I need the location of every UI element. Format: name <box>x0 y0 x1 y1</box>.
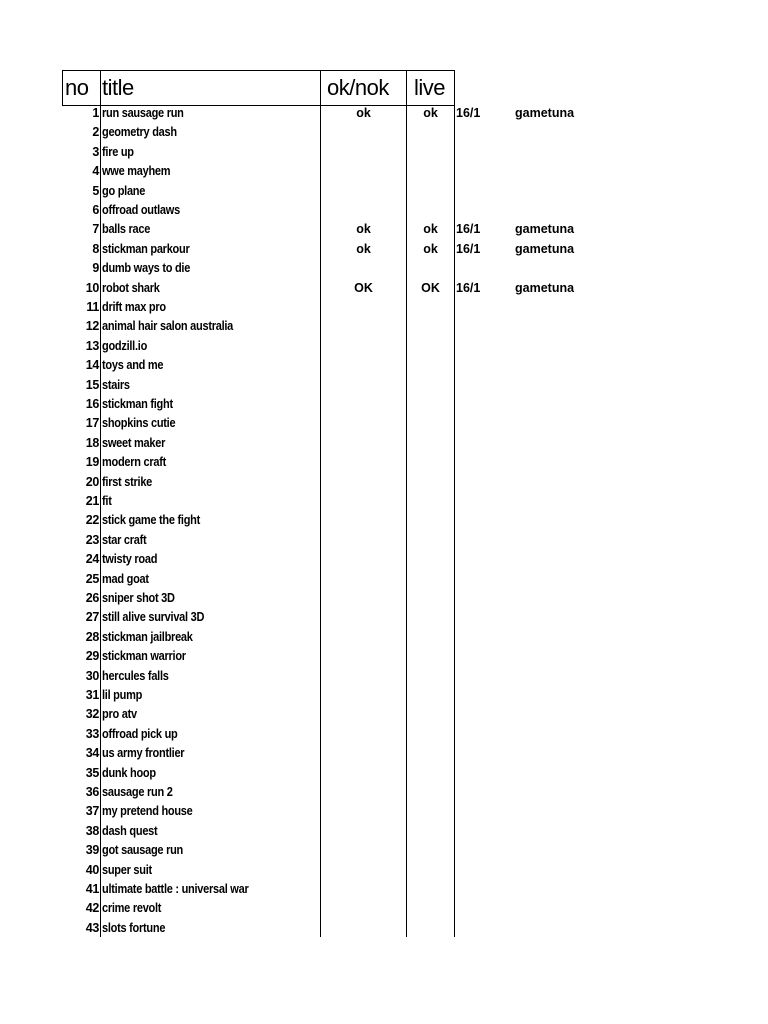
row-number: 16 <box>85 397 99 411</box>
header-live: live <box>414 75 446 100</box>
game-title: first strike <box>102 474 153 489</box>
table-row[interactable] <box>62 899 662 918</box>
date-cell: 16/1 <box>456 222 481 237</box>
row-number: 10 <box>85 280 99 295</box>
game-title: lil pump <box>102 688 143 702</box>
table-row[interactable] <box>62 473 662 492</box>
game-title: star craft <box>102 532 147 547</box>
row-number: 33 <box>85 726 99 741</box>
row-number: 8 <box>92 241 99 256</box>
row-number: 15 <box>85 377 99 392</box>
table-row[interactable] <box>62 550 662 569</box>
game-title: twisty road <box>102 552 158 567</box>
row-number: 42 <box>85 901 99 916</box>
game-title: stairs <box>102 377 130 392</box>
row-number: 12 <box>85 319 99 334</box>
table-row[interactable] <box>62 317 662 336</box>
table-row[interactable] <box>62 880 662 899</box>
row-number: 22 <box>85 513 99 528</box>
row-number: 4 <box>92 164 99 179</box>
table-row[interactable] <box>62 298 662 317</box>
row-number: 38 <box>85 823 99 838</box>
row-number: 29 <box>85 649 99 664</box>
header-no: no <box>65 75 89 100</box>
row-number: 41 <box>85 882 99 896</box>
game-title: fire up <box>102 144 134 159</box>
game-title: crime revolt <box>102 901 162 916</box>
table-row[interactable] <box>62 123 662 142</box>
game-title: my pretend house <box>102 804 193 819</box>
game-title: sausage run 2 <box>102 785 173 799</box>
game-title: pro atv <box>102 707 137 722</box>
game-title: go plane <box>102 183 146 198</box>
table-row[interactable] <box>62 570 662 589</box>
game-title: offroad outlaws <box>102 203 180 217</box>
date-cell: 16/1 <box>456 280 481 295</box>
table-row[interactable] <box>62 201 662 220</box>
row-number: 18 <box>85 435 99 450</box>
row-number: 7 <box>92 222 99 237</box>
live-status: ok <box>423 241 438 256</box>
live-status: ok <box>423 222 438 237</box>
publisher-cell: gametuna <box>515 106 575 120</box>
row-number: 13 <box>85 338 99 353</box>
game-title: sweet maker <box>102 435 166 450</box>
game-title: dunk hoop <box>102 765 156 780</box>
game-title: stickman fight <box>102 397 173 411</box>
live-status: OK <box>421 280 440 295</box>
table-row[interactable] <box>62 240 662 259</box>
table-row[interactable] <box>62 783 662 802</box>
row-number: 17 <box>85 416 99 431</box>
table-row[interactable] <box>62 822 662 841</box>
table-row[interactable] <box>62 686 662 705</box>
table-row[interactable] <box>62 104 662 123</box>
grid-line-left <box>62 70 63 105</box>
table-row[interactable] <box>62 143 662 162</box>
table-row[interactable] <box>62 919 662 938</box>
table-row[interactable] <box>62 511 662 530</box>
table-row[interactable] <box>62 861 662 880</box>
game-title: run sausage run <box>102 106 184 120</box>
row-number: 2 <box>92 125 99 140</box>
game-title: godzill.io <box>102 338 148 353</box>
table-row[interactable] <box>62 608 662 627</box>
game-title: drift max pro <box>102 300 166 314</box>
row-number: 14 <box>85 358 99 373</box>
game-title: slots fortune <box>102 920 166 935</box>
row-number: 20 <box>85 474 99 489</box>
table-row[interactable] <box>62 337 662 356</box>
table-row[interactable] <box>62 841 662 860</box>
ok-status: OK <box>354 280 373 295</box>
table-row[interactable] <box>62 259 662 278</box>
game-title: us army frontlier <box>102 746 185 761</box>
table-row[interactable] <box>62 725 662 744</box>
ok-status: ok <box>356 241 371 256</box>
row-number: 25 <box>85 571 99 586</box>
table-row[interactable] <box>62 802 662 821</box>
table-row[interactable] <box>62 453 662 472</box>
game-title: fit <box>102 494 112 508</box>
table-row[interactable] <box>62 162 662 181</box>
row-number: 39 <box>85 843 99 858</box>
table-row[interactable] <box>62 279 662 298</box>
row-number: 34 <box>85 746 99 761</box>
game-title: offroad pick up <box>102 726 178 741</box>
table-row[interactable] <box>62 667 662 686</box>
publisher-cell: gametuna <box>515 222 575 237</box>
table-row[interactable] <box>62 589 662 608</box>
row-number: 27 <box>85 610 99 625</box>
game-title: dumb ways to die <box>102 261 191 276</box>
game-title: shopkins cutie <box>102 416 176 431</box>
game-title: balls race <box>102 222 151 237</box>
game-title: hercules falls <box>102 668 169 683</box>
game-title: ultimate battle : universal war <box>102 882 249 896</box>
row-number: 30 <box>85 668 99 683</box>
row-number: 32 <box>85 707 99 722</box>
game-title: got sausage run <box>102 843 184 858</box>
row-number: 26 <box>85 591 99 605</box>
game-title: dash quest <box>102 823 158 838</box>
game-title: stickman parkour <box>102 241 190 256</box>
row-number: 9 <box>92 261 99 276</box>
row-number: 11 <box>86 300 99 314</box>
publisher-cell: gametuna <box>515 280 575 295</box>
game-title: stickman jailbreak <box>102 629 193 644</box>
table-row[interactable] <box>62 628 662 647</box>
table-row[interactable] <box>62 531 662 550</box>
game-title: super suit <box>102 862 152 877</box>
game-title: still alive survival 3D <box>102 610 205 625</box>
table-row[interactable] <box>62 182 662 201</box>
header-row <box>62 70 455 106</box>
row-number: 28 <box>85 629 99 644</box>
row-number: 40 <box>85 862 99 877</box>
table-row[interactable] <box>62 414 662 433</box>
game-title: modern craft <box>102 455 167 470</box>
table-row[interactable] <box>62 705 662 724</box>
table-row[interactable] <box>62 395 662 414</box>
game-title: stickman warrior <box>102 649 186 664</box>
table-row[interactable] <box>62 220 662 239</box>
game-title: mad goat <box>102 571 149 586</box>
row-number: 36 <box>85 785 99 799</box>
live-status: ok <box>423 106 438 120</box>
game-title: geometry dash <box>102 125 177 140</box>
table-row[interactable] <box>62 764 662 783</box>
header-ok-nok: ok/nok <box>327 75 389 100</box>
table-row[interactable] <box>62 376 662 395</box>
row-number: 35 <box>85 765 99 780</box>
row-number: 1 <box>92 106 99 120</box>
row-number: 19 <box>85 455 99 470</box>
row-number: 3 <box>92 144 99 159</box>
row-number: 6 <box>92 203 99 217</box>
row-number: 43 <box>85 920 99 935</box>
game-title: wwe mayhem <box>102 164 171 179</box>
game-title: sniper shot 3D <box>102 591 175 605</box>
row-number: 23 <box>85 532 99 547</box>
game-title: toys and me <box>102 358 164 373</box>
ok-status: ok <box>356 106 371 120</box>
table-row[interactable] <box>62 434 662 453</box>
ok-status: ok <box>356 222 371 237</box>
row-number: 24 <box>85 552 99 567</box>
table-row[interactable] <box>62 492 662 511</box>
row-number: 31 <box>85 688 99 702</box>
game-title: stick game the fight <box>102 513 201 528</box>
header-title: title <box>102 75 134 100</box>
row-number: 21 <box>85 494 99 508</box>
game-title: animal hair salon australia <box>102 319 234 334</box>
publisher-cell: gametuna <box>515 241 575 256</box>
date-cell: 16/1 <box>456 106 481 120</box>
table-row[interactable] <box>62 744 662 763</box>
row-number: 37 <box>85 804 99 819</box>
row-number: 5 <box>92 183 99 198</box>
table-row[interactable] <box>62 647 662 666</box>
game-title: robot shark <box>102 280 160 295</box>
table-row[interactable] <box>62 356 662 375</box>
date-cell: 16/1 <box>456 241 481 256</box>
